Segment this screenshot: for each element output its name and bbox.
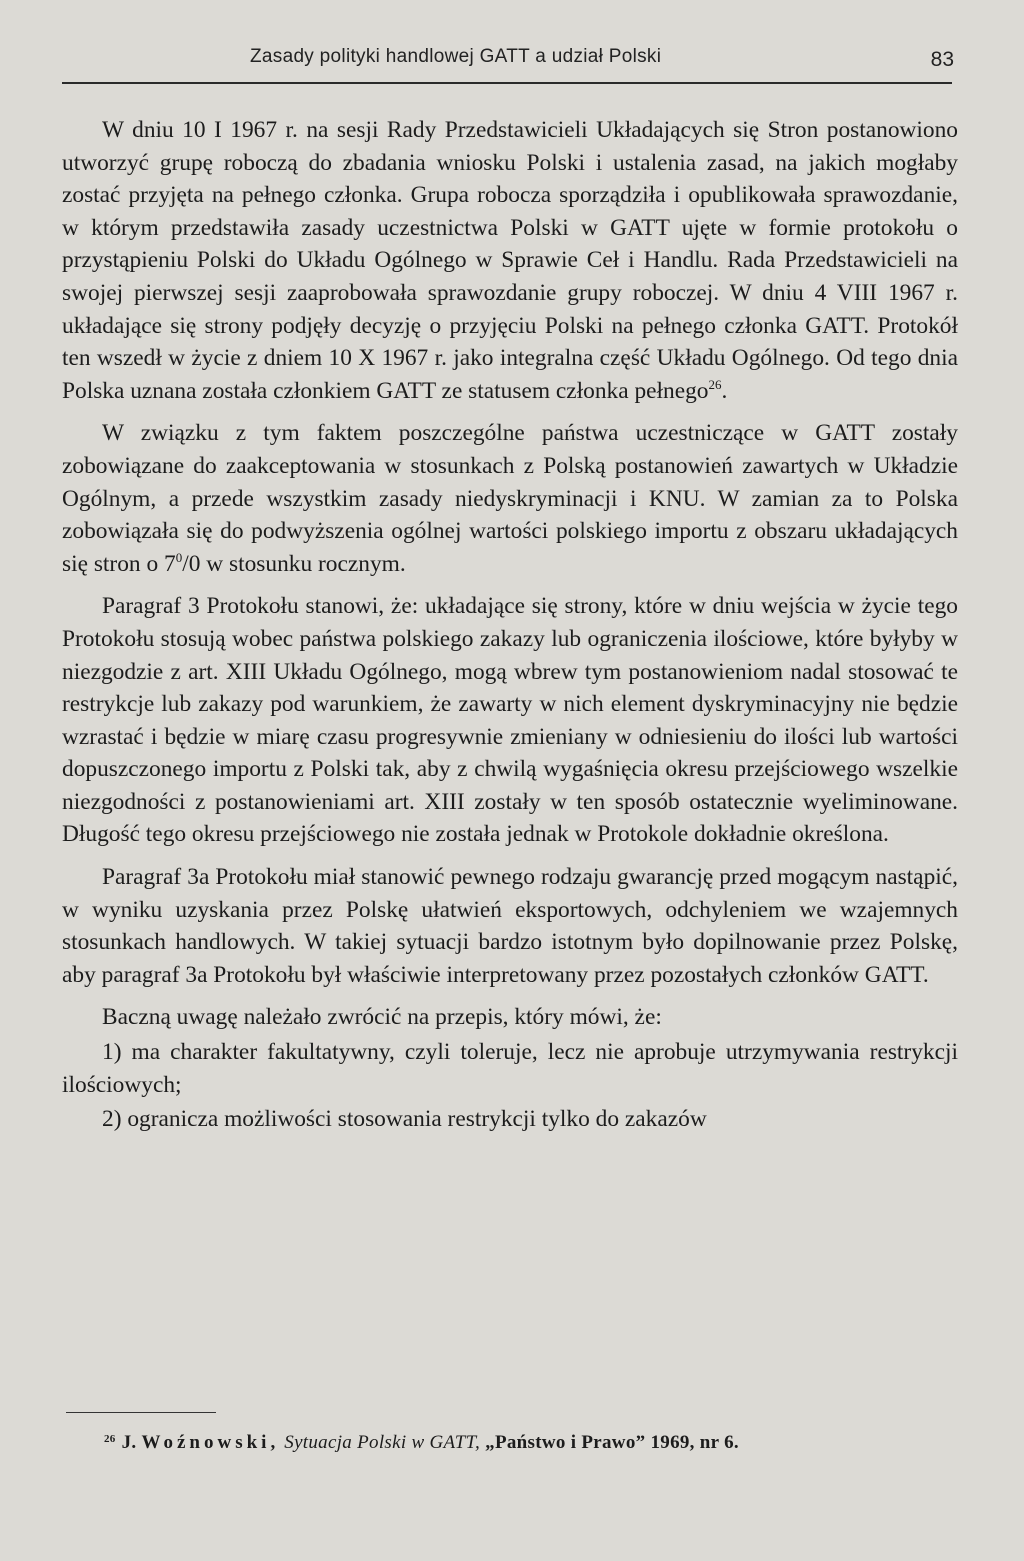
footnote-work: Sytuacja Polski w GATT, [284, 1432, 481, 1453]
paragraph-2 [62, 417, 958, 580]
percent-superscript: 0 [175, 549, 183, 565]
footnote-divider [66, 1412, 216, 1413]
paragraph-1-end: . [721, 377, 728, 404]
list-item-2: 2) ogranicza możliwości stosowania restrykcji tylko do zakazów [102, 1106, 707, 1133]
running-title: Zasady polityki handlowej GATT a udział Polski [250, 46, 662, 67]
paragraph-2-text: W związku z tym faktem poszczególne państwa uczestniczące w GATT zostały zobowiązane do zaakceptowania w stosunkach z Polską postanowień zawartych w Układzie Ogólnym, a przede wszystkim zasady niedyskryminacji i KNU. W zamian za to Polska zobowiązała się do podwyższenia ogólnej wartości polskiego importu z obszaru układających się stron o 7 [62, 420, 958, 577]
footnote-author: Woźnowski, [141, 1432, 280, 1453]
paragraph-5: Baczną uwagę należało zwrócić na przepis, który mówi, że: [102, 1004, 662, 1031]
page-number: 83 [930, 48, 954, 71]
paragraph-3: Paragraf 3 Protokołu stanowi, że: układające się strony, które w dniu wejścia w życie tego Protokołu stosują wobec państwa polskiego zakazy lub ograniczenia ilościowe, które byłyby w niezgodzie z art. XIII Układu Ogólnego, mogą wbrew tym postanowieniom nadal stosować te restrykcje lub zakazy pod warunkiem, że zawarty w nich element dyskryminacyjny nie będzie wzrastać i będzie w miarę czasu progresywnie zmieniany w odniesieniu do ilości lub wartości dopuszczonego importu z Polski tak, aby z chwilą wygaśnięcia okresu przejściowego wszelkie niezgodności z postanowieniami art. XIII zostały w ten sposób ostatecznie wyeliminowane. Długość tego okresu przejściowego nie została jednak w Protokole dokładnie określona. [62, 593, 958, 848]
footnote-source: „Państwo i Prawo” 1969, nr 6. [485, 1432, 739, 1453]
paragraph-2-end: /0 w stosunku rocznym. [182, 550, 406, 577]
footnote-mark: 26 [104, 1433, 116, 1445]
footnote-reference[interactable]: 26 [708, 376, 722, 392]
body-text [62, 114, 958, 1136]
paragraph-1 [62, 114, 958, 407]
paragraph-4: Paragraf 3a Protokołu miał stanowić pewnego rodzaju gwarancję przed mogącym nastąpić, w wyniku uzyskania przez Polskę ułatwień eksportowych, odchyleniem we wzajemnych stosunkach handlowych. W takiej sytuacji bardzo istotnym było dopilnowanie przez Polskę, aby paragraf 3a Protokołu był właściwie interpretowany przez pozostałych członków GATT. [62, 864, 958, 988]
running-head [62, 40, 952, 84]
footnote [104, 1426, 964, 1456]
paragraph-1-text: W dniu 10 I 1967 r. na sesji Rady Przedstawicieli Układających się Stron postanowiono utworzyć grupę roboczą do zbadania wniosku Polski i ustalenia zasad, na jakich mogłaby zostać przyjęta na pełnego członka. Grupa robocza sporządziła i opublikowała sprawozdanie, w którym przedstawiła zasady uczestnictwa Polski w GATT ujęte w formie protokołu o przystąpieniu Polski do Układu Ogólnego w Sprawie Ceł i Handlu. Rada Przedstawicieli na swojej pierwszej sesji zaaprobowała sprawozdanie grupy roboczej. W dniu 4 VIII 1967 r. układające się strony podjęły decyzję o przyjęciu Polski na pełnego członka GATT. Protokół ten wszedł w życie z dniem 10 X 1967 r. jako integralna część Układu Ogólnego. Od tego dnia Polska uznana została członkiem GATT ze statusem członka pełnego [62, 117, 958, 404]
footnote-initial: J. [121, 1432, 137, 1453]
list-item-1: 1) ma charakter fakultatywny, czyli toleruje, lecz nie aprobuje utrzymywania restrykcji ilościowych; [62, 1039, 958, 1098]
